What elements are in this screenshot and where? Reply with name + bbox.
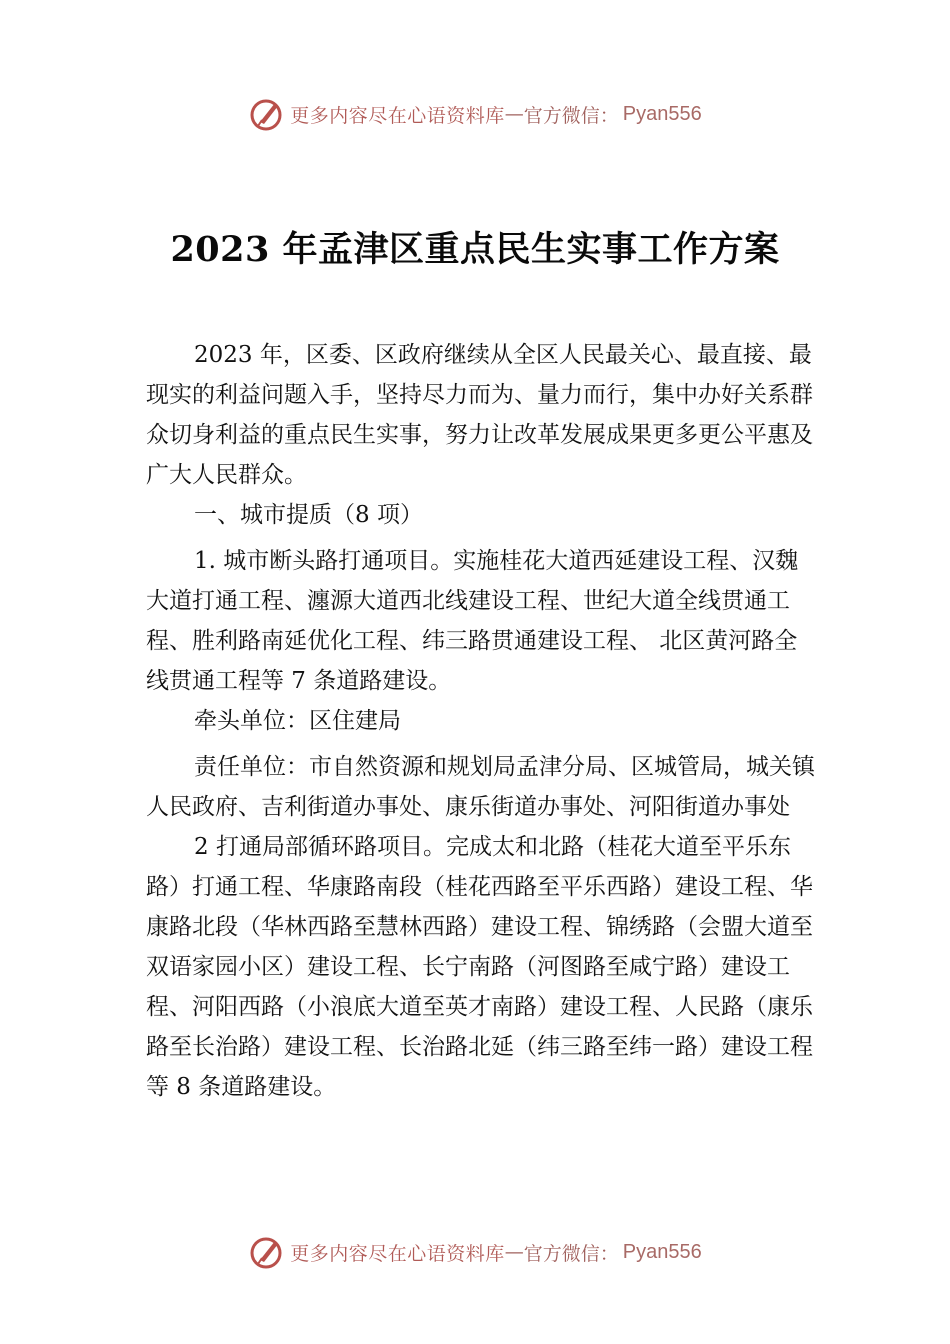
header-watermark-banner: [0, 94, 950, 134]
item-1-paragraph: 1. 城市断头路打通项目。实施桂花大道西延建设工程、汉魏大道打通工程、瀍源大道西北线建设工程、世纪大道全线贯通工程、胜利路南延优化工程、纬三路贯通建设工程、 北区黄河路全线贯通工程等 7 条道路建设。: [146, 548, 799, 694]
quill-seal-logo-icon: [248, 96, 284, 132]
watermark-wechat-label: 官方微信：: [523, 104, 619, 127]
item-1-responsible-units: 责任单位：市自然资源和规划局孟津分局、区城管局，城关镇人民政府、吉利街道办事处、康乐街道办事处、河阳街道办事处: [146, 754, 815, 820]
watermark-wechat-label: 官方微信：: [523, 1242, 619, 1265]
watermark-dash: —: [504, 1241, 524, 1263]
document-body: [146, 335, 816, 1107]
watermark-slogan: 更多内容尽在心语资料库: [290, 1242, 505, 1265]
quill-seal-logo-icon: [248, 1234, 284, 1270]
watermark-wechat-id: Pyan556: [622, 102, 702, 125]
watermark-slogan: 更多内容尽在心语资料库: [290, 104, 505, 127]
footer-watermark-banner: [0, 1232, 950, 1272]
document-title: 2023 年孟津区重点民生实事工作方案: [170, 229, 780, 270]
watermark-wechat-id: Pyan556: [622, 1240, 702, 1263]
section-heading: 一、城市提质（8 项）: [194, 502, 423, 528]
item-2-paragraph: 2 打通局部循环路项目。完成太和北路（桂花大道至平乐东路）打通工程、华康路南段（桂花西路至平乐西路）建设工程、华康路北段（华林西路至慧林西路）建设工程、锦绣路（会盟大道至双语家园小区）建设工程、长宁南路（河图路至咸宁路）建设工程、河阳西路（小浪底大道至英才南路）建设工程、人民路（康乐路至长治路）建设工程、长治路北延（纬三路至纬一路）建设工程等 8 条道路建设。: [146, 834, 813, 1100]
item-1-lead-unit: 牵头单位：区住建局: [194, 708, 401, 734]
watermark-dash: —: [504, 103, 524, 125]
intro-paragraph: 2023 年，区委、区政府继续从全区人民最关心、最直接、最现实的利益问题入手，坚持尽力而为、量力而行，集中办好关系群众切身利益的重点民生实事，努力让改革发展成果更多更公平惠及广大人民群众。: [146, 342, 813, 488]
